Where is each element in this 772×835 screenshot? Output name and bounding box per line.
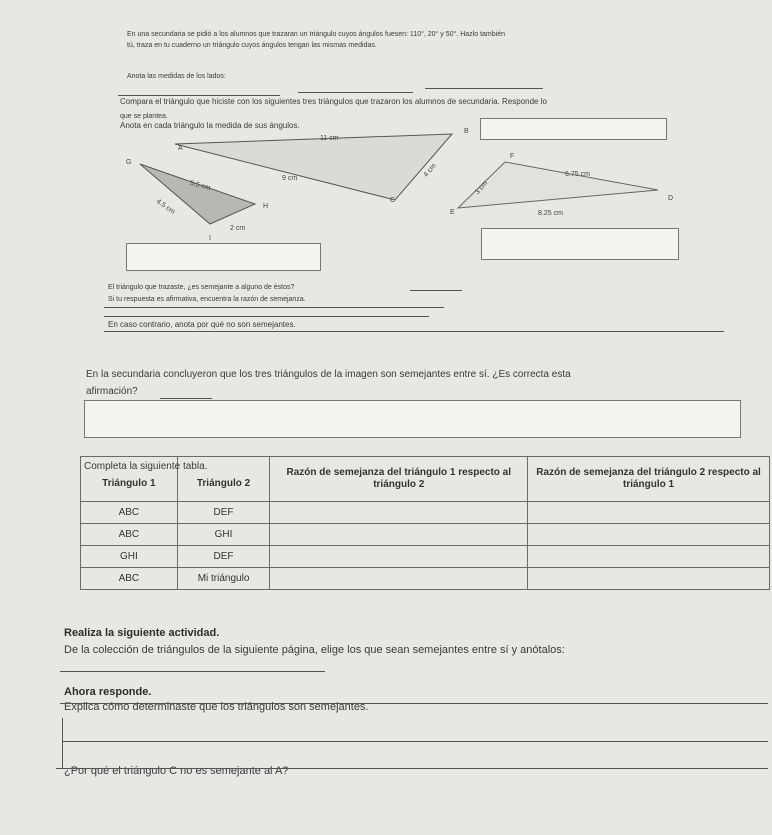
answer-area-edge bbox=[62, 718, 64, 768]
answer-line[interactable] bbox=[60, 671, 325, 672]
question-similar: El triángulo que trazaste, ¿es semejante a alguno de éstos? bbox=[108, 284, 295, 291]
answer-line[interactable] bbox=[104, 316, 429, 317]
angles-values: 110°, 20° y 50°. bbox=[409, 31, 459, 38]
answer-line[interactable] bbox=[104, 331, 724, 332]
compare-line-3: Anota en cada triángulo la medida de sus ángulos. bbox=[120, 121, 300, 130]
cell: DEF bbox=[177, 502, 270, 524]
vertex-d: D bbox=[668, 195, 674, 202]
answer-box[interactable] bbox=[126, 243, 321, 271]
answer-line[interactable] bbox=[298, 92, 413, 93]
col-header: Triángulo 1 bbox=[81, 457, 178, 502]
measure-ab: 11 cm bbox=[320, 135, 339, 142]
question-conclusion: En la secundaria concluyeron que los tres triángulos de la imagen son semejantes entre sí. ¿Es correcta esta bbox=[86, 369, 571, 380]
sides-prompt: Anota las medidas de los lados: bbox=[127, 73, 226, 80]
table-row bbox=[81, 568, 770, 590]
compare-line-1: Compara el triángulo que hiciste con los siguientes tres triángulos que trazaron los alumnos de secundaria. Responde lo bbox=[120, 97, 547, 106]
table-caption: Completa la siguiente tabla. bbox=[84, 461, 208, 472]
answer-box[interactable] bbox=[480, 118, 667, 140]
measure-gh: 5.5 cm bbox=[189, 179, 212, 193]
measure-fd: 6.75 cm bbox=[565, 171, 590, 178]
measure-hi: 2 cm bbox=[230, 225, 246, 232]
col-header: Razón de semejanza del triángulo 1 respecto al triángulo 2 bbox=[270, 457, 528, 502]
cell: DEF bbox=[177, 546, 270, 568]
vertex-h: H bbox=[263, 203, 269, 210]
answer-cell[interactable] bbox=[270, 568, 528, 590]
question-else: En caso contrario, anota por qué no son semejantes. bbox=[108, 320, 296, 329]
question-ratio: Si tu respuesta es afirmativa, encuentra la razón de semejanza. bbox=[108, 296, 306, 303]
question-conclusion-cont: afirmación? bbox=[86, 386, 138, 397]
answer-cell[interactable] bbox=[270, 546, 528, 568]
answer-cell[interactable] bbox=[270, 502, 528, 524]
answer-line[interactable] bbox=[104, 307, 444, 308]
cell: ABC bbox=[81, 524, 178, 546]
answer-line[interactable] bbox=[118, 95, 280, 96]
answer-line[interactable] bbox=[62, 741, 768, 742]
answer-line[interactable] bbox=[56, 768, 768, 769]
vertex-c: C bbox=[390, 197, 396, 204]
answer-line[interactable] bbox=[410, 290, 462, 291]
vertex-b: B bbox=[464, 128, 469, 135]
intro-line-1: En una secundaria se pidió a los alumnos que trazaran un triángulo cuyos ángulos fuesen: 110°, 20° y 50°. Hazlo también bbox=[127, 31, 505, 38]
col-header: Razón de semejanza del triángulo 2 respecto al triángulo 1 bbox=[528, 457, 770, 502]
vertex-g: G bbox=[126, 159, 132, 166]
measure-gi: 4.5 cm bbox=[154, 198, 177, 216]
answer-cell[interactable] bbox=[528, 502, 770, 524]
vertex-f: F bbox=[510, 153, 515, 160]
answer-line[interactable] bbox=[425, 88, 543, 89]
vertex-e: E bbox=[450, 209, 455, 216]
cell: ABC bbox=[81, 568, 178, 590]
col-header: Triángulo 2 bbox=[177, 457, 270, 502]
measure-ac: 9 cm bbox=[282, 175, 298, 182]
vertex-i: I bbox=[209, 235, 211, 242]
vertex-a: A bbox=[178, 145, 183, 152]
answer-line[interactable] bbox=[160, 398, 212, 399]
respond-heading: Ahora responde. bbox=[64, 686, 152, 698]
answer-box[interactable] bbox=[481, 228, 679, 260]
measure-ef: 3 cm bbox=[474, 179, 490, 196]
answer-line[interactable] bbox=[60, 703, 768, 704]
answer-cell[interactable] bbox=[270, 524, 528, 546]
why-c-question: ¿Por qué el triángulo C no es semejante al A? bbox=[64, 765, 289, 777]
answer-cell[interactable] bbox=[528, 568, 770, 590]
compare-line-2: que se plantea. bbox=[120, 113, 168, 120]
intro-line-2: tú, traza en tu cuaderno un triángulo cuyos ángulos tengan las mismas medidas. bbox=[127, 42, 377, 49]
measure-ed: 8.25 cm bbox=[538, 210, 563, 217]
cell: ABC bbox=[81, 502, 178, 524]
measure-bc: 4 cm bbox=[422, 162, 438, 179]
activity-title: Realiza la siguiente actividad. bbox=[64, 627, 220, 639]
similarity-table bbox=[80, 456, 770, 590]
cell: Mi triángulo bbox=[177, 568, 270, 590]
cell: GHI bbox=[177, 524, 270, 546]
table-row bbox=[81, 546, 770, 568]
activity-instruction: De la colección de triángulos de la siguiente página, elige los que sean semejantes entre sí y anótalos: bbox=[64, 644, 565, 656]
answer-cell[interactable] bbox=[528, 524, 770, 546]
table-row bbox=[81, 524, 770, 546]
answer-cell[interactable] bbox=[528, 546, 770, 568]
cell: GHI bbox=[81, 546, 178, 568]
comment-box[interactable] bbox=[84, 400, 741, 438]
table-row bbox=[81, 502, 770, 524]
explain-question: Explica cómo determinaste que los triángulos son semejantes. bbox=[64, 701, 369, 713]
triangle-ghi bbox=[140, 164, 255, 224]
